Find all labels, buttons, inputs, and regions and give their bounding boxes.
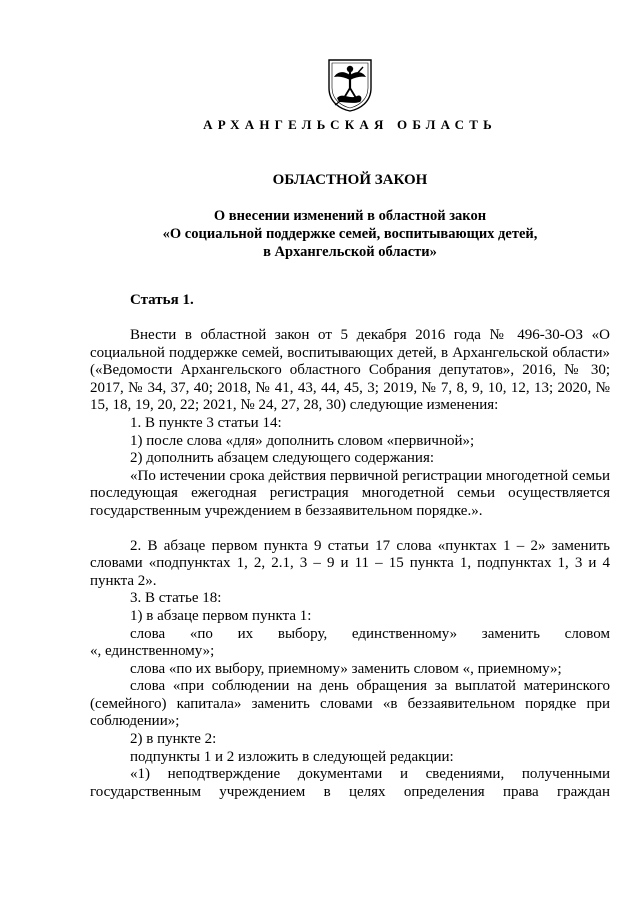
item-3-quote-line-1: «1) неподтверждение документами и сведениями, полученными [130, 766, 610, 783]
item-3-replacement-2: слова «по их выбору, приемному» заменить словом «, приемному»; [130, 660, 562, 677]
item-3-replacement-1a: слова «по их выбору, единственному» заменить словом [130, 625, 610, 642]
item-3-sub-1: 1) в абзаце первом пункта 1: [130, 607, 312, 624]
law-type: ОБЛАСТНОЙ ЗАКОН [272, 172, 428, 188]
coat-of-arms-icon [325, 58, 375, 112]
article-body [90, 327, 610, 801]
item-3-replacement-3: слова «при соблюдении на день обращения за выплатой материнского (семейного) капитала» заменить словами «в беззаявительном порядке при соблюдении»; [90, 678, 610, 730]
item-3-replacement-1b: «, единственному»; [90, 643, 215, 660]
article-heading: Статья 1. [130, 292, 194, 308]
item-1-quote: «По истечении срока действия первичной регистрации многодетной семьи последующая ежегодная регистрация многодетной семьи осуществляется государственным учреждением в беззаявительном порядке.». [90, 467, 610, 519]
item-3-sub-2-text: подпункты 1 и 2 изложить в следующей редакции: [130, 748, 454, 765]
law-title-line: «О социальной поддержке семей, воспитывающих детей, [162, 226, 538, 242]
law-title [120, 207, 580, 261]
item-3-title: 3. В статье 18: [130, 590, 222, 607]
law-title-line: в Архангельской области» [263, 244, 437, 260]
article-intro-paragraph: Внести в областной закон от 5 декабря 2016 года № 496-30-ОЗ «О социальной поддержке семей, воспитывающих детей, в Архангельской области» («Ведомости Архангельского областного Собрания депутатов», 2016, № 30; 2017, № 34, 37, 40; 2018, № 41, 43, 44, 45, 3; 2019, № 7, 8, 9, 10, 12, 13; 2020, № 15, 18, 19, 20, 22; 2021, № 24, 27, 28, 30) следующие изменения: [90, 327, 610, 414]
item-2-paragraph: 2. В абзаце первом пункта 9 статьи 17 слова «пунктах 1 – 2» заменить словами «подпунктах 1, 2, 2.1, 3 – 9 и 11 – 15 пункта 1, подпунктах 1, 3 и 4 пункта 2». [90, 537, 610, 589]
item-1-sub-2: 2) дополнить абзацем следующего содержания: [130, 450, 435, 467]
item-3-sub-2: 2) в пункте 2: [130, 731, 217, 748]
law-title-line: О внесении изменений в областной закон [213, 208, 487, 224]
item-1-sub-1: 1) после слова «для» дополнить словом «первичной»; [130, 432, 475, 449]
region-name: АРХАНГЕЛЬСКАЯ ОБЛАСТЬ [203, 117, 497, 132]
item-3-quote-line-2: государственным учреждением в целях определения права граждан [90, 783, 610, 800]
item-1-title: 1. В пункте 3 статьи 14: [130, 414, 282, 431]
